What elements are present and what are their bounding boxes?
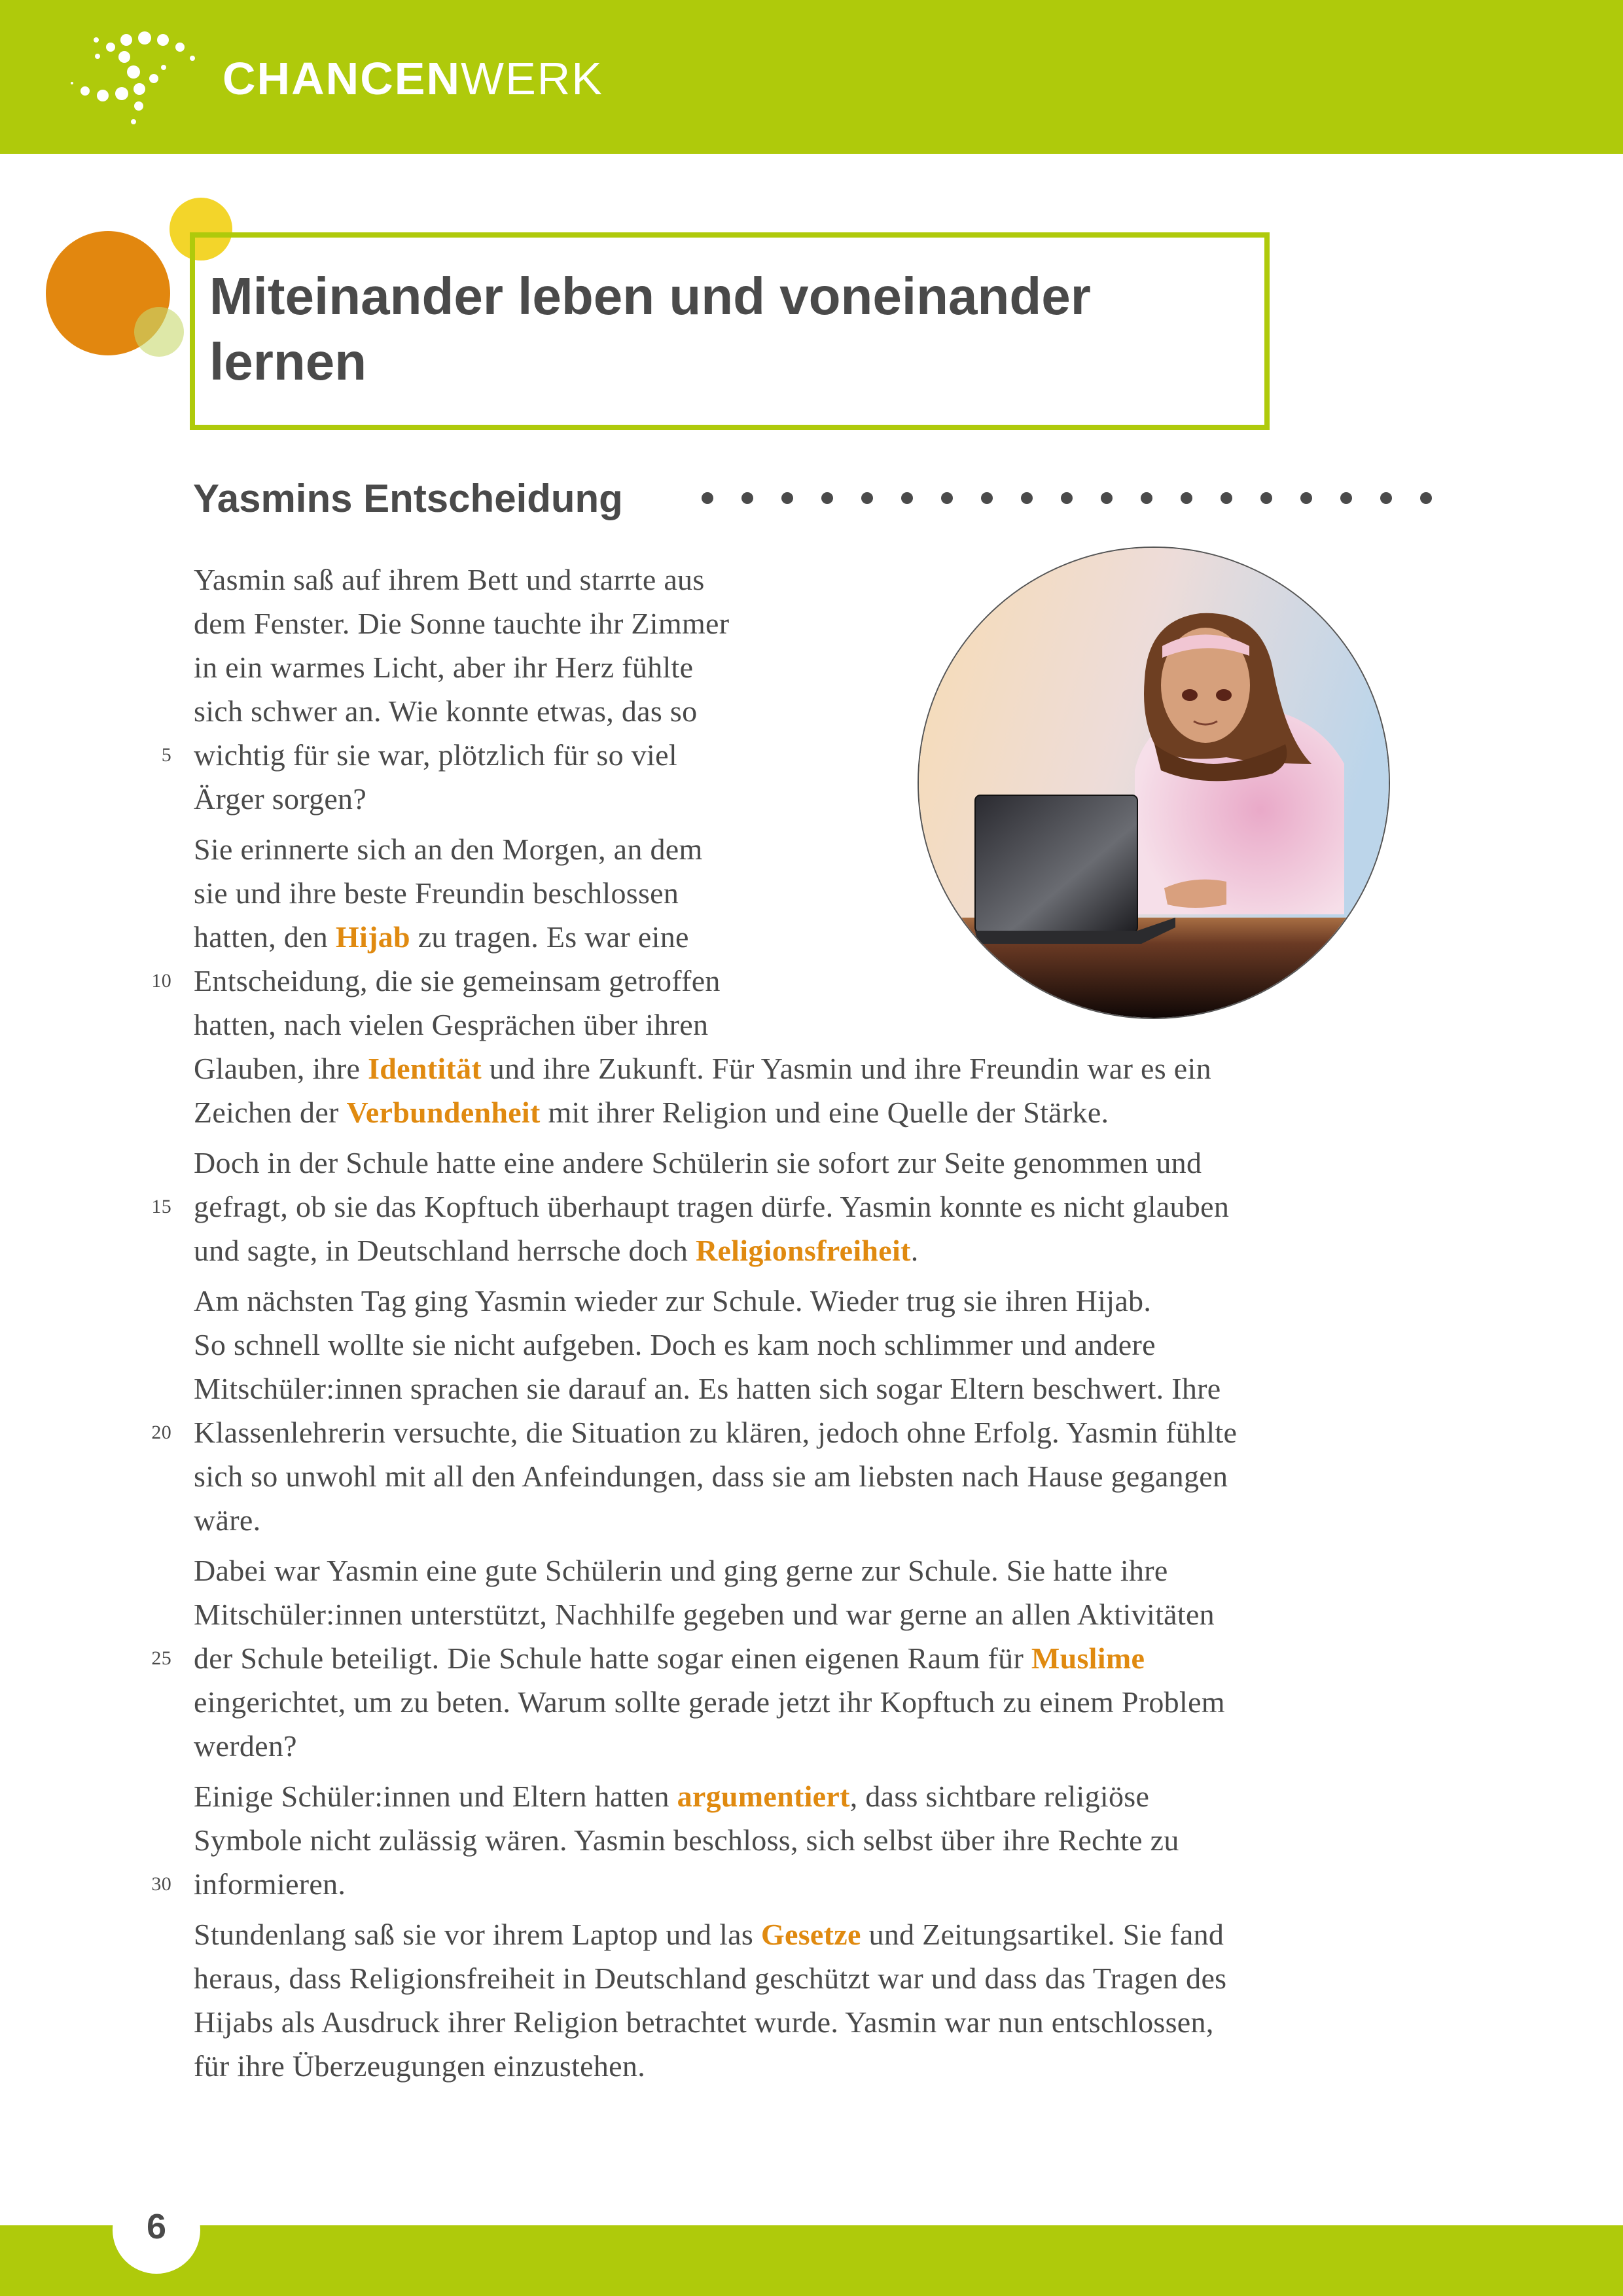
story-paragraph (151, 827, 1437, 1134)
text-line (194, 827, 1437, 871)
divider-dot (941, 492, 953, 504)
text-run: Mitschüler:innen unterstützt, Nachhilfe gegeben und war gerne an allen Aktivitäten (194, 1598, 1215, 1631)
brand-wordmark (223, 52, 603, 105)
text-line (194, 601, 1437, 645)
text-run: für ihre Überzeugungen einzustehen. (194, 2049, 645, 2083)
text-run: mit ihrer Religion und eine Quelle der Stärke. (540, 1096, 1109, 1129)
text-run: Sie erinnerte sich an den Morgen, an dem (194, 833, 703, 866)
line-number: 15 (151, 1196, 171, 1217)
text-line (194, 1454, 1437, 1498)
footer-bar (0, 2225, 1623, 2296)
text-run: wäre. (194, 1503, 261, 1537)
text-run: Symbole nicht zulässig wären. Yasmin beschloss, sich selbst über ihre Rechte zu (194, 1823, 1179, 1857)
story-paragraph (151, 1549, 1437, 1768)
text-run: und sagte, in Deutschland herrsche doch (194, 1234, 696, 1267)
text-run: gefragt, ob sie das Kopftuch überhaupt tragen dürfe. Yasmin konnte es nicht glauben (194, 1190, 1230, 1223)
text-line (194, 1680, 1437, 1724)
text-run: sich so unwohl mit all den Anfeindungen, dass sie am liebsten nach Hause gegangen (194, 1460, 1228, 1493)
text-run: Zeichen der (194, 1096, 347, 1129)
story-paragraph (194, 1912, 1437, 2088)
line-number: 20 (151, 1422, 171, 1443)
keyword-highlight: Hijab (335, 920, 410, 954)
divider-dot (741, 492, 753, 504)
text-line (194, 1498, 1437, 1542)
divider-dot (1420, 492, 1432, 504)
text-line (151, 1862, 1437, 1906)
text-run: , dass sichtbare religiöse (849, 1780, 1150, 1813)
text-line (194, 1549, 1437, 1592)
divider-dot (1141, 492, 1152, 504)
text-run: zu tragen. Es war eine (410, 920, 689, 954)
text-run: eingerichtet, um zu beten. Warum sollte gerade jetzt ihr Kopftuch zu einem Problem (194, 1685, 1225, 1719)
divider-dot (1380, 492, 1392, 504)
text-line (151, 1636, 1437, 1680)
divider-dot (1101, 492, 1113, 504)
keyword-highlight: argumentiert (677, 1780, 850, 1813)
line-number: 25 (151, 1647, 171, 1669)
text-run: dem Fenster. Die Sonne tauchte ihr Zimmer (194, 607, 730, 640)
divider-dot (1181, 492, 1192, 504)
keyword-highlight: Gesetze (760, 1918, 861, 1951)
text-line (194, 1229, 1437, 1272)
text-run: Einige Schüler:innen und Eltern hatten (194, 1780, 677, 1813)
text-run: . (910, 1234, 919, 1267)
text-run: und Zeitungsartikel. Sie fand (861, 1918, 1224, 1951)
text-run: Entscheidung, die sie gemeinsam getroffen (194, 964, 721, 997)
text-line (194, 689, 1437, 733)
story-paragraph (151, 1774, 1437, 1906)
text-line (194, 1774, 1437, 1818)
divider-dot (1021, 492, 1033, 504)
divider-dot (781, 492, 793, 504)
text-line (194, 1956, 1437, 2000)
text-run: So schnell wollte sie nicht aufgeben. Doch es kam noch schlimmer und andere (194, 1328, 1156, 1361)
text-line (194, 558, 1437, 601)
text-line (151, 1410, 1437, 1454)
keyword-highlight: Muslime (1031, 1641, 1145, 1675)
page-title-line-1: Miteinander leben und voneinander (209, 267, 1091, 325)
line-number: 30 (151, 1873, 171, 1895)
text-run: Doch in der Schule hatte eine andere Schülerin sie sofort zur Seite genommen und (194, 1146, 1202, 1179)
text-line (161, 733, 1437, 777)
text-line (194, 1323, 1437, 1367)
chancenwerk-logo-icon (65, 26, 209, 137)
divider-dot (861, 492, 873, 504)
text-line (194, 1912, 1437, 1956)
text-line (194, 1279, 1437, 1323)
header-bar (0, 0, 1623, 154)
text-line (194, 871, 1437, 915)
divider-dot (1300, 492, 1312, 504)
title-box (190, 232, 1270, 430)
text-line (194, 2000, 1437, 2044)
text-run: Klassenlehrerin versuchte, die Situation zu klären, jedoch ohne Erfolg. Yasmin fühlte (194, 1416, 1238, 1449)
divider-dot (1061, 492, 1073, 504)
divider-dot (1260, 492, 1272, 504)
text-line (194, 1592, 1437, 1636)
text-run: Hijabs als Ausdruck ihrer Religion betrachtet wurde. Yasmin war nun entschlossen, (194, 2005, 1214, 2039)
brand-name-bold: CHANCEN (223, 53, 461, 104)
text-line (194, 1141, 1437, 1185)
text-run: hatten, den (194, 920, 336, 954)
text-line (194, 1367, 1437, 1410)
text-line (151, 959, 1437, 1003)
decorative-green-circle (134, 307, 184, 357)
text-line (194, 1818, 1437, 1862)
text-run: Yasmin saß auf ihrem Bett und starrte aus (194, 563, 705, 596)
text-line (194, 645, 1437, 689)
text-run: in ein warmes Licht, aber ihr Herz fühlte (194, 651, 694, 684)
text-run: Mitschüler:innen sprachen sie darauf an. Es hatten sich sogar Eltern beschwert. Ihre (194, 1372, 1221, 1405)
divider-dot (1221, 492, 1232, 504)
text-line (194, 915, 1437, 959)
text-run: heraus, dass Religionsfreiheit in Deutschland geschützt war und dass das Tragen des (194, 1962, 1227, 1995)
text-line (194, 1090, 1437, 1134)
text-line (194, 1724, 1437, 1768)
divider-dot (702, 492, 713, 504)
page-title (209, 264, 1257, 395)
text-line (151, 1185, 1437, 1229)
page-title-line-2: lernen (209, 332, 367, 391)
dotted-divider (702, 492, 1432, 505)
text-line (194, 1003, 1437, 1047)
text-run: wichtig für sie war, plötzlich für so viel (194, 738, 677, 772)
section-heading: Yasmins Entscheidung (193, 476, 623, 520)
text-line (194, 1047, 1437, 1090)
divider-dot (821, 492, 833, 504)
story-paragraph (161, 558, 1437, 821)
line-number: 5 (161, 744, 171, 766)
text-run: Am nächsten Tag ging Yasmin wieder zur Schule. Wieder trug sie ihren Hijab. (194, 1284, 1152, 1318)
divider-dot (981, 492, 993, 504)
story-paragraph (151, 1279, 1437, 1542)
text-run: und ihre Zukunft. Für Yasmin und ihre Freundin war es ein (481, 1052, 1211, 1085)
text-run: sich schwer an. Wie konnte etwas, das so (194, 694, 698, 728)
keyword-highlight: Identität (368, 1052, 482, 1085)
text-run: sie und ihre beste Freundin beschlossen (194, 876, 679, 910)
line-number: 10 (151, 970, 171, 992)
story-paragraph (151, 1141, 1437, 1272)
text-run: informieren. (194, 1867, 346, 1901)
story-text (151, 558, 1437, 2094)
brand-name-light: WERK (461, 53, 603, 104)
text-run: Stundenlang saß sie vor ihrem Laptop und las (194, 1918, 761, 1951)
text-line (194, 2044, 1437, 2088)
page-number: 6 (146, 2207, 167, 2246)
divider-dot (901, 492, 913, 504)
text-run: hatten, nach vielen Gesprächen über ihren (194, 1008, 709, 1041)
divider-dot (1340, 492, 1352, 504)
text-run: Dabei war Yasmin eine gute Schülerin und ging gerne zur Schule. Sie hatte ihre (194, 1554, 1168, 1587)
text-run: Ärger sorgen? (194, 782, 367, 816)
text-run: werden? (194, 1729, 297, 1763)
keyword-highlight: Religionsfreiheit (695, 1234, 911, 1267)
text-run: der Schule beteiligt. Die Schule hatte sogar einen eigenen Raum für (194, 1641, 1031, 1675)
keyword-highlight: Verbundenheit (346, 1096, 541, 1129)
text-run: Glauben, ihre (194, 1052, 368, 1085)
text-line (194, 777, 1437, 821)
